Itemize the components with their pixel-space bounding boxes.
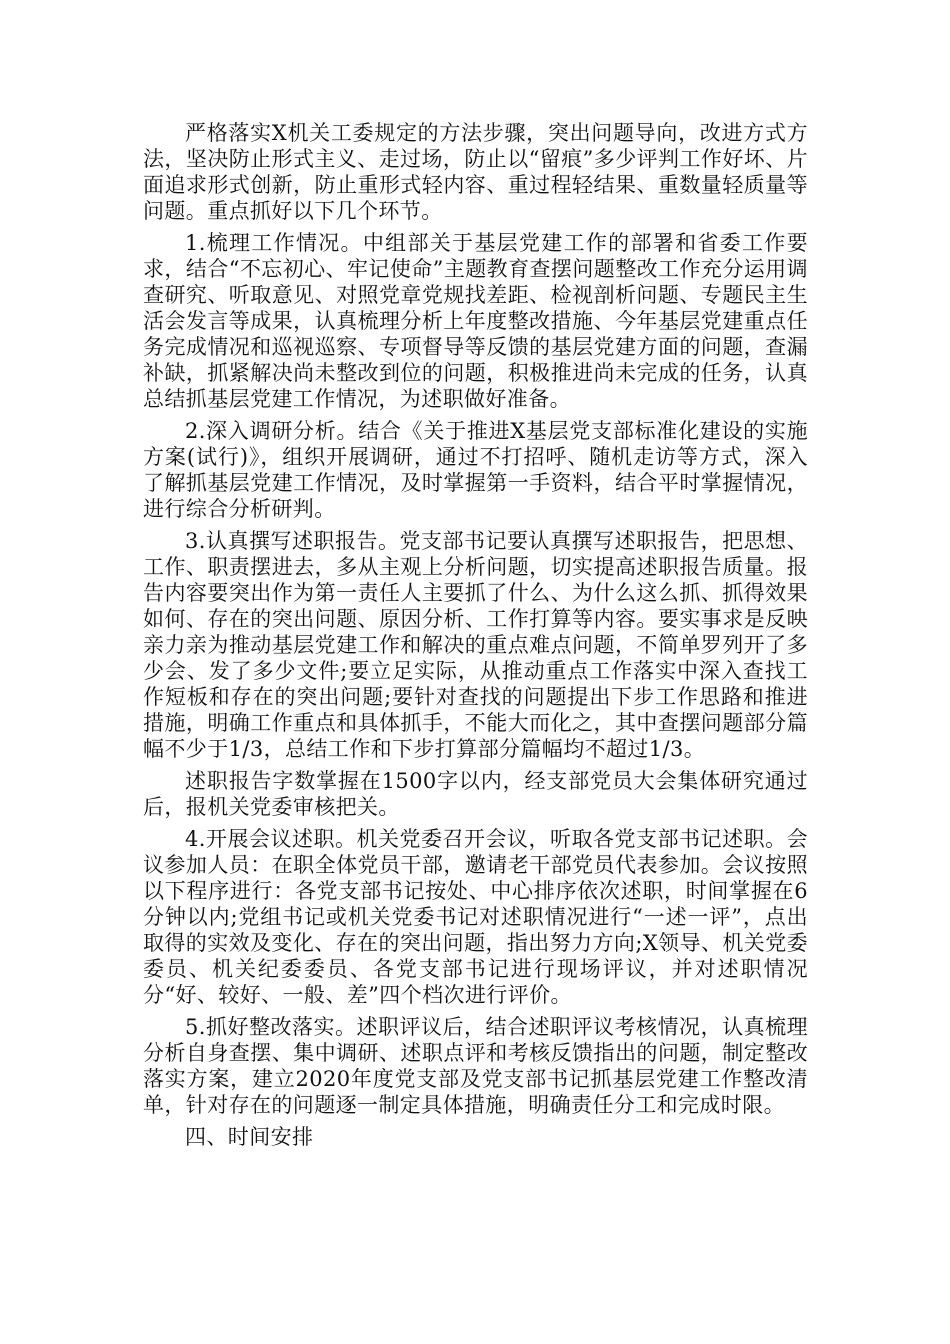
document-body	[143, 120, 808, 1150]
paragraph-word-limit: 述职报告字数掌握在1500字以内，经支部党员大会集体研究通过后，报机关党委审核把关。	[143, 769, 808, 819]
section-heading: 四、时间安排	[185, 1125, 314, 1149]
paragraph-item-1: 1.梳理工作情况。中组部关于基层党建工作的部署和省委工作要求，结合“不忘初心、牢记使命”主题教育查摆问题整改工作充分运用调查研究、听取意见、对照党章党规找差距、检视剖析问题、专题民主生活会发言等成果，认真梳理分析上年度整改措施、今年基层党建重点任务完成情况和巡视巡察、专项督导等反馈的基层党建方面的问题，查漏补缺，抓紧解决尚未整改到位的问题，积极推进尚未完成的任务，认真总结抓基层党建工作情况，为述职做好准备。	[143, 231, 808, 411]
paragraph-item-5: 5.抓好整改落实。述职评议后，结合述职评议考核情况，认真梳理分析自身查摆、集中调研、述职点评和考核反馈指出的问题，制定整改落实方案，建立2020年度党支部及党支部书记抓基层党建工作整改清单，针对存在的问题逐一制定具体措施，明确责任分工和完成时限。	[143, 1015, 808, 1117]
paragraph-item-3: 3.认真撰写述职报告。党支部书记要认真撰写述职报告，把思想、工作、职责摆进去，多从主观上分析问题，切实提高述职报告质量。报告内容要突出作为第一责任人主要抓了什么、为什么这么抓、抓得效果如何、存在的突出问题、原因分析、工作打算等内容。要实事求是反映亲力亲为推动基层党建工作和解决的重点难点问题，不简单罗列开了多少会、发了多少文件;要立足实际，从推动重点工作落实中深入查找工作短板和存在的突出问题;要针对查找的问题提出下步工作思路和推进措施，明确工作重点和具体抓手，不能大而化之，其中查摆问题部分篇幅不少于1/3，总结工作和下步打算部分篇幅均不超过1/3。	[143, 529, 808, 761]
paragraph-item-4: 4.开展会议述职。机关党委召开会议，听取各党支部书记述职。会议参加人员：在职全体党员干部，邀请老干部党员代表参加。会议按照以下程序进行：各党支部书记按处、中心排序依次述职，时间掌握在6分钟以内;党组书记或机关党委书记对述职情况进行“一述一评”，点出取得的实效及变化、存在的突出问题，指出努力方向;X领导、机关党委委员、机关纪委委员、各党支部书记进行现场评议，并对述职情况分“好、较好、一般、差”四个档次进行评价。	[143, 827, 808, 1007]
paragraph-item-2: 2.深入调研分析。结合《关于推进X基层党支部标准化建设的实施方案(试行)》，组织开展调研，通过不打招呼、随机走访等方式，深入了解抓基层党建工作情况，及时掌握第一手资料，结合平时掌握情况，进行综合分析研判。	[143, 419, 808, 521]
paragraph-intro: 严格落实X机关工委规定的方法步骤，突出问题导向，改进方式方法，坚决防止形式主义、走过场，防止以“留痕”多少评判工作好坏、片面追求形式创新，防止重形式轻内容、重过程轻结果、重数量轻质量等问题。重点抓好以下几个环节。	[143, 121, 808, 223]
